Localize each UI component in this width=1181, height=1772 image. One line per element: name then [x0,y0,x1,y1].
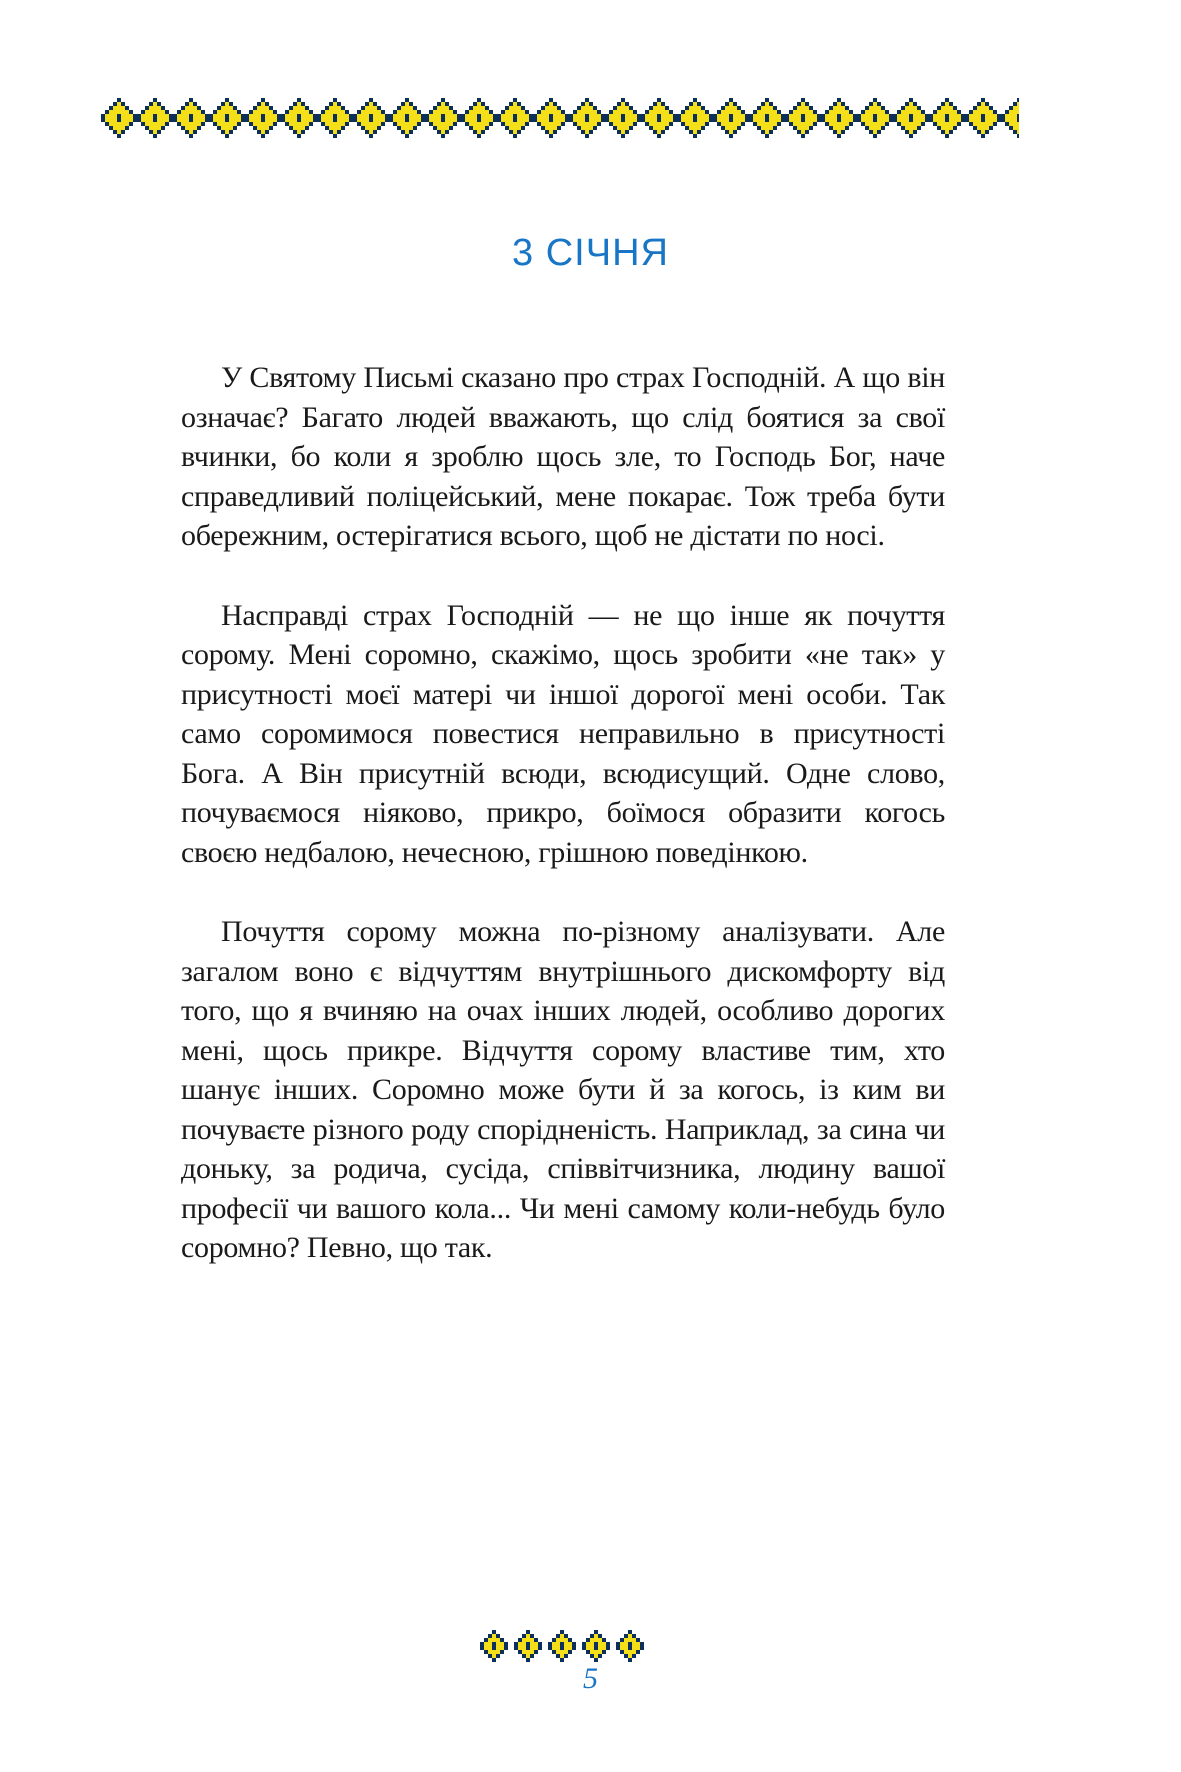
paragraph: Почуття сорому можна по-різному аналізувати. Але загалом воно є відчуттям внутрішнього дискомфорту від того, що я вчиняю на очах інших людей, особливо дорогих мені, щось прикре. Відчуття сорому властиве тим, хто шанує інших. Соромно може бути й за когось, із ким ви почуваєте різного роду спорідненість. Наприклад, за сина чи доньку, за родича, сусіда, співвітчизника, людину вашої професії чи вашого кола... Чи мені самому коли-небудь було соромно? Певно, що так. [181,915,945,1264]
body-text [181,358,945,1308]
page-title: 3 СІЧНЯ [512,232,669,274]
embroidery-border-bottom [477,1629,649,1663]
paragraph: У Святому Письмі сказано про страх Господній. А що він означає? Багато людей вважають, що слід боятися за свої вчинки, бо коли я зроблю щось зле, то Господь Бог, наче справедливий поліцейський, мене покарає. Тож треба бути обережним, остерігатися всього, щоб не дістати по носі. [181,361,945,552]
embroidery-border-top [101,96,1019,140]
paragraph: Насправді страх Господній — не що інше як почуття сорому. Мені соромно, скажімо, щось зробити «не так» у присутності моєї матері чи іншої дорогої мені особи. Так само соромимося повестися неправильно в присутності Бога. А Він присутній всюди, всюдисущий. Одне слово, почуваємося ніяково, прикро, боїмося образити когось своєю недбалою, нечесною, грішною поведінкою. [181,598,945,869]
page-number: 5 [583,1662,598,1695]
